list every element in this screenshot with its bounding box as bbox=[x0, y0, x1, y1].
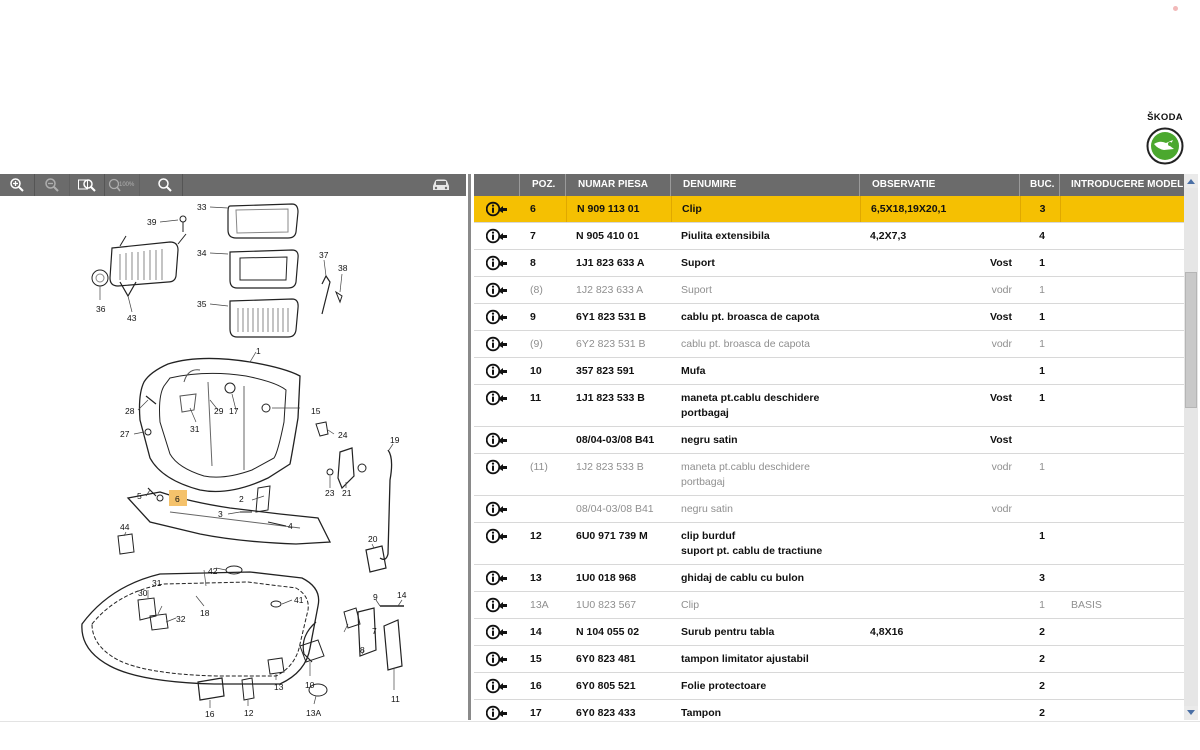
cell-buc: 4 bbox=[1039, 230, 1045, 242]
cell-side: vodr bbox=[991, 284, 1012, 296]
cell-denumire: ghidaj de cablu cu bulon bbox=[681, 572, 805, 584]
diagram-label[interactable]: 12 bbox=[244, 708, 254, 718]
cell-introducere-model bbox=[1060, 250, 1184, 276]
diagram-label[interactable]: 44 bbox=[120, 522, 130, 532]
cell-observatie bbox=[860, 196, 1020, 222]
cell-observatie bbox=[860, 592, 1020, 618]
diagram-label[interactable]: 37 bbox=[319, 250, 329, 260]
cell-poz: 14 bbox=[530, 626, 542, 638]
cell-poz: 17 bbox=[530, 707, 542, 719]
cell-observatie bbox=[860, 427, 1020, 453]
cell-numar-piesa: 1J2 823 533 B bbox=[576, 461, 644, 473]
table-row[interactable] bbox=[474, 565, 1184, 592]
diagram-label[interactable]: 30 bbox=[138, 588, 148, 598]
part-info-button[interactable] bbox=[474, 496, 520, 522]
cell-denumire: Suport bbox=[681, 284, 712, 296]
cell-buc: 1 bbox=[1039, 338, 1045, 350]
cell-denumire: Mufa bbox=[681, 365, 706, 377]
cell-numar-piesa: 6Y2 823 531 B bbox=[576, 338, 646, 350]
diagram-label[interactable]: 41 bbox=[294, 595, 304, 605]
table-row[interactable] bbox=[474, 523, 1184, 565]
diagram-label[interactable]: 13 bbox=[274, 682, 284, 692]
info-arrow-icon bbox=[486, 678, 520, 694]
info-arrow-icon bbox=[486, 624, 520, 640]
cell-denumire: maneta pt.cablu deschidere portbagaj bbox=[681, 392, 820, 419]
diagram-panel bbox=[0, 174, 466, 720]
zoom-in-icon bbox=[9, 177, 25, 193]
cell-buc: 2 bbox=[1039, 626, 1045, 638]
info-arrow-icon bbox=[486, 501, 520, 517]
part-info-button[interactable] bbox=[474, 196, 520, 222]
corner-dot bbox=[1173, 6, 1178, 11]
cell-denumire: negru satin bbox=[681, 503, 733, 515]
zoom-fit-icon bbox=[77, 177, 97, 193]
cell-side: Vost bbox=[990, 434, 1012, 446]
cell-introducere-model bbox=[1060, 619, 1184, 645]
scroll-thumb[interactable] bbox=[1185, 272, 1197, 408]
diagram-label[interactable]: 17 bbox=[229, 406, 239, 416]
cell-poz: 16 bbox=[530, 680, 542, 692]
diagram-label[interactable]: 31 bbox=[152, 578, 162, 588]
zoom-fit-button[interactable] bbox=[70, 174, 105, 196]
table-row[interactable] bbox=[474, 454, 1184, 496]
skoda-logo-icon bbox=[1146, 127, 1184, 165]
table-scrollbar[interactable] bbox=[1184, 174, 1198, 720]
header-icon-column bbox=[474, 174, 520, 196]
cell-introducere-model bbox=[1060, 673, 1184, 699]
cell-poz bbox=[520, 496, 566, 522]
diagram-label[interactable]: 24 bbox=[338, 430, 348, 440]
info-arrow-icon bbox=[486, 282, 520, 298]
cell-denumire: maneta pt.cablu deschidere portbagaj bbox=[681, 461, 810, 488]
cell-denumire: clip burduf suport pt. cablu de tractiune bbox=[681, 530, 823, 557]
cell-buc: 1 bbox=[1039, 461, 1045, 473]
diagram-label[interactable]: 42 bbox=[208, 566, 218, 576]
info-arrow-icon bbox=[486, 570, 520, 586]
cell-side: Vost bbox=[990, 392, 1012, 404]
cell-numar-piesa: 1J1 823 533 B bbox=[576, 392, 645, 404]
cell-poz: 11 bbox=[530, 392, 542, 404]
diagram-label[interactable]: 39 bbox=[147, 217, 157, 227]
cell-observatie bbox=[860, 304, 1020, 330]
cell-numar-piesa: 1J1 823 633 A bbox=[576, 257, 645, 269]
info-arrow-icon bbox=[486, 651, 520, 667]
cell-introducere-model bbox=[1060, 385, 1184, 426]
table-row[interactable] bbox=[474, 196, 1184, 223]
cell-observatie bbox=[860, 454, 1020, 495]
info-arrow-icon bbox=[486, 336, 520, 352]
cell-poz: 13A bbox=[530, 599, 549, 611]
diagram-label[interactable]: 5 bbox=[137, 491, 142, 501]
info-arrow-icon bbox=[486, 390, 520, 406]
cell-denumire: Folie protectoare bbox=[681, 680, 767, 692]
exploded-parts-diagram[interactable] bbox=[0, 196, 466, 720]
cell-poz: 9 bbox=[530, 311, 536, 323]
cell-poz: (9) bbox=[530, 338, 543, 350]
scroll-up-button[interactable] bbox=[1184, 174, 1198, 188]
part-info-button[interactable] bbox=[474, 223, 520, 249]
part-info-button[interactable] bbox=[474, 250, 520, 276]
table-row[interactable] bbox=[474, 304, 1184, 331]
cell-numar-piesa: N 905 410 01 bbox=[576, 230, 640, 242]
cell-poz: 12 bbox=[530, 530, 542, 542]
cell-introducere-model bbox=[1060, 196, 1184, 222]
info-arrow-icon bbox=[486, 528, 520, 544]
cell-observatie bbox=[860, 565, 1020, 591]
diagram-label[interactable]: 34 bbox=[197, 248, 207, 258]
cell-buc: 1 bbox=[1039, 365, 1045, 377]
info-arrow-icon bbox=[486, 432, 520, 448]
diagram-label[interactable]: 33 bbox=[197, 202, 207, 212]
info-arrow-icon bbox=[486, 255, 520, 271]
part-info-button[interactable] bbox=[474, 700, 520, 720]
cell-denumire: Piulita extensibila bbox=[681, 230, 770, 242]
cell-side: vodr bbox=[991, 461, 1012, 473]
cell-introducere-model bbox=[1060, 523, 1184, 564]
cell-side: Vost bbox=[990, 311, 1012, 323]
cell-poz: 10 bbox=[530, 365, 542, 377]
zoom-100-icon bbox=[108, 177, 136, 193]
car-icon bbox=[431, 178, 451, 192]
cell-numar-piesa: 1J2 823 633 A bbox=[576, 284, 644, 296]
cell-numar-piesa: 1U0 823 567 bbox=[576, 599, 637, 611]
cell-observatie bbox=[860, 673, 1020, 699]
table-row[interactable] bbox=[474, 385, 1184, 427]
diagram-label[interactable]: 23 bbox=[325, 488, 335, 498]
table-row[interactable] bbox=[474, 646, 1184, 673]
table-row[interactable] bbox=[474, 592, 1184, 619]
bottom-separator bbox=[0, 721, 1200, 722]
diagram-label[interactable]: 4 bbox=[288, 521, 293, 531]
cell-introducere-model bbox=[1060, 358, 1184, 384]
zoom-out-icon bbox=[44, 177, 60, 193]
table-row[interactable] bbox=[474, 358, 1184, 385]
part-info-button[interactable] bbox=[474, 304, 520, 330]
cell-observatie bbox=[860, 523, 1020, 564]
cell-introducere-model bbox=[1060, 565, 1184, 591]
part-info-button[interactable] bbox=[474, 358, 520, 384]
cell-denumire: Clip bbox=[671, 196, 860, 222]
scroll-down-button[interactable] bbox=[1184, 706, 1198, 720]
cell-poz: 7 bbox=[530, 230, 536, 242]
cell-numar-piesa: 6Y0 805 521 bbox=[576, 680, 636, 692]
part-info-button[interactable] bbox=[474, 427, 520, 453]
diagram-label[interactable]: 36 bbox=[96, 304, 106, 314]
cell-introducere-model bbox=[1060, 223, 1184, 249]
cell-observatie bbox=[860, 700, 1020, 720]
part-info-button[interactable] bbox=[474, 592, 520, 618]
info-arrow-icon bbox=[486, 363, 520, 379]
chevron-up-icon bbox=[1187, 178, 1195, 184]
cell-numar-piesa: N 104 055 02 bbox=[576, 626, 640, 638]
cell-side: vodr bbox=[991, 503, 1012, 515]
part-info-button[interactable] bbox=[474, 523, 520, 564]
cell-denumire: Tampon bbox=[681, 707, 722, 719]
cell-observatie bbox=[860, 358, 1020, 384]
diagram-label[interactable]: 27 bbox=[120, 429, 130, 439]
cell-buc: 1 bbox=[1039, 599, 1045, 611]
cell-buc: 1 bbox=[1039, 257, 1045, 269]
diagram-label[interactable]: 29 bbox=[214, 406, 224, 416]
diagram-label[interactable]: 14 bbox=[397, 590, 407, 600]
cell-numar-piesa: 6Y1 823 531 B bbox=[576, 311, 647, 323]
cell-poz: 15 bbox=[530, 653, 542, 665]
diagram-label[interactable]: 32 bbox=[176, 614, 186, 624]
cell-observatie-text: 4,8X16 bbox=[870, 626, 904, 638]
cell-poz: 8 bbox=[530, 257, 536, 269]
header-poz[interactable]: POZ. bbox=[520, 174, 566, 196]
search-icon bbox=[157, 177, 173, 193]
diagram-label[interactable]: 7 bbox=[372, 626, 377, 636]
cell-numar-piesa: 6Y0 823 481 bbox=[576, 653, 636, 665]
cell-poz: (8) bbox=[530, 284, 543, 296]
zoom-100-label: 100% bbox=[119, 182, 135, 188]
cell-numar-piesa: 08/04-03/08 B41 bbox=[576, 503, 654, 515]
cell-observatie-text: 6,5X18,19X20,1 bbox=[871, 203, 947, 215]
info-arrow-icon bbox=[486, 201, 520, 217]
diagram-label[interactable]: 43 bbox=[127, 313, 137, 323]
cell-buc bbox=[1020, 496, 1060, 522]
cell-observatie bbox=[860, 496, 1020, 522]
cell-numar-piesa: 357 823 591 bbox=[576, 365, 635, 377]
cell-observatie bbox=[860, 223, 1020, 249]
brand-name: ŠKODA bbox=[1147, 112, 1183, 123]
info-arrow-icon bbox=[486, 309, 520, 325]
cell-observatie bbox=[860, 385, 1020, 426]
cell-introducere-model bbox=[1060, 331, 1184, 357]
cell-introducere-model bbox=[1060, 454, 1184, 495]
cell-observatie bbox=[860, 331, 1020, 357]
cell-observatie bbox=[860, 250, 1020, 276]
parts-table-body bbox=[474, 196, 1184, 720]
table-row[interactable] bbox=[474, 700, 1184, 720]
cell-introducere-model: BASIS bbox=[1071, 599, 1102, 611]
diagram-label[interactable]: 10 bbox=[305, 680, 315, 690]
info-arrow-icon bbox=[486, 705, 520, 720]
info-arrow-icon bbox=[486, 597, 520, 613]
cell-denumire: negru satin bbox=[681, 434, 738, 446]
diagram-label[interactable]: 20 bbox=[368, 534, 378, 544]
parts-table-header bbox=[474, 174, 1184, 196]
cell-numar-piesa: 08/04-03/08 B41 bbox=[576, 434, 655, 446]
chevron-down-icon bbox=[1187, 710, 1195, 716]
diagram-toolbar bbox=[0, 174, 466, 196]
diagram-label[interactable]: 1 bbox=[256, 346, 261, 356]
zoom-in-button[interactable] bbox=[0, 174, 35, 196]
toolbar-spacer bbox=[182, 174, 427, 196]
table-row[interactable] bbox=[474, 427, 1184, 454]
cell-buc: 1 bbox=[1039, 530, 1045, 542]
vehicle-button[interactable] bbox=[424, 174, 458, 196]
part-info-button[interactable] bbox=[474, 277, 520, 303]
cell-observatie bbox=[860, 277, 1020, 303]
cell-buc: 3 bbox=[1020, 196, 1060, 222]
cell-observatie bbox=[860, 646, 1020, 672]
info-arrow-icon bbox=[486, 459, 520, 475]
cell-denumire: Suport bbox=[681, 257, 715, 269]
cell-denumire: Clip bbox=[681, 599, 700, 611]
zoom-out-button[interactable] bbox=[35, 174, 70, 196]
cell-denumire: Surub pentru tabla bbox=[681, 626, 775, 638]
part-info-button[interactable] bbox=[474, 454, 520, 495]
cell-side: vodr bbox=[991, 338, 1012, 350]
cell-poz: 13 bbox=[530, 572, 542, 584]
diagram-label[interactable]: 38 bbox=[338, 263, 348, 273]
diagram-label[interactable]: 21 bbox=[342, 488, 352, 498]
cell-poz: (11) bbox=[530, 461, 548, 473]
part-info-button[interactable] bbox=[474, 646, 520, 672]
part-info-button[interactable] bbox=[474, 565, 520, 591]
header-buc[interactable]: BUC. bbox=[1020, 174, 1060, 196]
cell-buc: 2 bbox=[1039, 680, 1045, 692]
diagram-label-highlighted[interactable]: 6 bbox=[175, 494, 180, 504]
table-row[interactable] bbox=[474, 223, 1184, 250]
diagram-label[interactable]: 3 bbox=[218, 509, 223, 519]
table-row[interactable] bbox=[474, 277, 1184, 304]
part-info-button[interactable] bbox=[474, 385, 520, 426]
diagram-label[interactable]: 31 bbox=[190, 424, 200, 434]
cell-buc: 1 bbox=[1039, 284, 1045, 296]
diagram-label[interactable]: 9 bbox=[373, 592, 378, 602]
table-row[interactable] bbox=[474, 496, 1184, 523]
cell-numar-piesa: N 909 113 01 bbox=[566, 196, 671, 222]
part-info-button[interactable] bbox=[474, 673, 520, 699]
zoom-100-button[interactable] bbox=[105, 174, 140, 196]
table-row[interactable] bbox=[474, 250, 1184, 277]
brand-block bbox=[1140, 112, 1190, 165]
header-numar-piesa[interactable]: NUMAR PIESA bbox=[566, 174, 671, 196]
cell-introducere-model bbox=[1060, 646, 1184, 672]
cell-poz: 6 bbox=[530, 203, 536, 215]
cell-introducere-model bbox=[1060, 700, 1184, 720]
cell-buc: 2 bbox=[1039, 653, 1045, 665]
cell-buc: 1 bbox=[1039, 311, 1045, 323]
cell-buc: 3 bbox=[1039, 572, 1045, 584]
diagram-label[interactable]: 35 bbox=[197, 299, 207, 309]
table-row[interactable] bbox=[474, 673, 1184, 700]
cell-numar-piesa: 6U0 971 739 M bbox=[576, 530, 648, 542]
cell-buc: 1 bbox=[1039, 392, 1045, 404]
search-button[interactable] bbox=[148, 174, 183, 196]
cell-introducere-model bbox=[1060, 427, 1184, 453]
cell-side: Vost bbox=[990, 257, 1012, 269]
cell-denumire: cablu pt. broasca de capota bbox=[681, 338, 811, 350]
header-observatie[interactable]: OBSERVATIE bbox=[860, 174, 1020, 196]
diagram-label[interactable]: 15 bbox=[311, 406, 321, 416]
diagram-label[interactable]: 19 bbox=[390, 435, 400, 445]
panel-divider[interactable] bbox=[468, 174, 471, 720]
hood-assembly-drawing bbox=[0, 196, 466, 720]
header-introducere-model[interactable]: INTRODUCERE MODEL bbox=[1071, 179, 1184, 190]
table-row[interactable] bbox=[474, 331, 1184, 358]
diagram-label[interactable]: 8 bbox=[360, 645, 365, 655]
cell-introducere-model bbox=[1060, 277, 1184, 303]
cell-observatie bbox=[860, 619, 1020, 645]
diagram-label[interactable]: 28 bbox=[125, 406, 135, 416]
diagram-label[interactable]: 18 bbox=[200, 608, 210, 618]
cell-buc bbox=[1020, 427, 1060, 453]
diagram-label[interactable]: 11 bbox=[391, 694, 400, 704]
cell-poz bbox=[520, 427, 566, 453]
parts-table bbox=[474, 174, 1184, 720]
header-denumire[interactable]: DENUMIRE bbox=[671, 174, 860, 196]
cell-denumire: tampon limitator ajustabil bbox=[681, 653, 809, 665]
cell-introducere-model bbox=[1060, 496, 1184, 522]
cell-denumire: cablu pt. broasca de capota bbox=[681, 311, 820, 323]
info-arrow-icon bbox=[486, 228, 520, 244]
part-info-button[interactable] bbox=[474, 331, 520, 357]
diagram-label[interactable]: 2 bbox=[239, 494, 244, 504]
table-row[interactable] bbox=[474, 619, 1184, 646]
part-info-button[interactable] bbox=[474, 619, 520, 645]
cell-numar-piesa: 6Y0 823 433 bbox=[576, 707, 636, 719]
diagram-label[interactable]: 16 bbox=[205, 709, 215, 719]
cell-introducere-model bbox=[1060, 304, 1184, 330]
cell-observatie-text: 4,2X7,3 bbox=[870, 230, 907, 242]
cell-buc: 2 bbox=[1039, 707, 1045, 719]
cell-numar-piesa: 1U0 018 968 bbox=[576, 572, 637, 584]
diagram-label[interactable]: 13A bbox=[306, 708, 322, 718]
